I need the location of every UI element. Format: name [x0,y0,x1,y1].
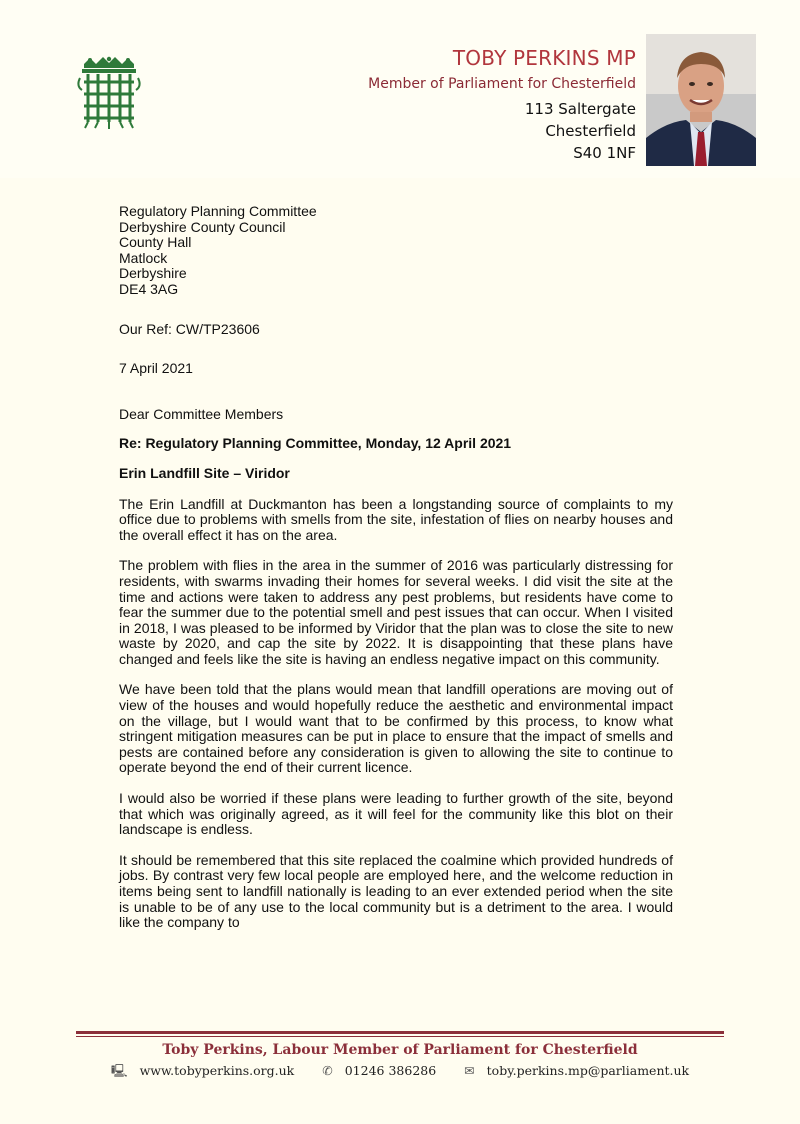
body-paragraph: We have been told that the plans would mean that landfill operations are moving out of view of the houses and would hopefully reduce the aesthetic and environmental impact on the village, but I would want that to be confirmed by this process, to know what stringent mitigation measures can be put in place to ensure that the impact of smells and pests are contained before any consideration is given to allowing the site to continue to operate beyond the end of their current licence. [119,681,673,776]
computer-icon: 🖳 [110,1063,128,1078]
mp-address-line: S40 1NF [573,144,636,162]
mp-details [368,46,636,164]
reference: Our Ref: CW/TP23606 [119,320,260,337]
footer-divider [76,1036,724,1037]
body-paragraph: It should be remembered that this site replaced the coalmine which provided hundreds of jobs. By contrast very few local people are employed here, and the welcome reduction in items being sent to landfill nationally is leading to an ever extended period when the site is unable to be of any use to the local community but is a detriment to the area. I would like the company to [119,851,673,931]
mp-address-line: Chesterfield [545,122,636,140]
body-paragraph: The Erin Landfill at Duckmanton has been a longstanding source of complaints to my office due to problems with smells from the site, infestation of flies on nearby houses and the overall effect it has on the area. [119,495,673,543]
recipient-line: Derbyshire County Council [119,218,286,235]
phone-icon: ✆ [322,1063,333,1078]
re-line: Re: Regulatory Planning Committee, Monday, 12 April 2021 [119,435,512,452]
mp-portrait-photo [646,34,756,166]
mp-address-line: 113 Saltergate [524,100,636,118]
salutation: Dear Committee Members [119,405,284,422]
footer-title: Toby Perkins, Labour Member of Parliament for Chesterfield [162,1042,638,1058]
recipient-address [119,204,673,298]
letter-date: 7 April 2021 [119,360,193,377]
mp-role: Member of Parliament for Chesterfield [368,76,636,92]
footer-divider [76,1031,724,1034]
body-paragraph: I would also be worried if these plans were leading to further growth of the site, beyond that which was originally agreed, as it will feel for the community like this blot on their landscape is endless. [119,790,673,838]
phone-text: 01246 386286 [344,1063,437,1078]
recipient-line: DE4 3AG [119,280,179,297]
email-icon: ✉ [464,1063,475,1078]
recipient-line: County Hall [119,234,192,251]
subject-line: Erin Landfill Site – Viridor [119,464,290,481]
footer-contacts [76,1062,724,1083]
recipient-line: Regulatory Planning Committee [119,203,317,219]
recipient-line: Derbyshire [119,265,187,282]
website-text: www.tobyperkins.org.uk [139,1063,295,1078]
footer-email[interactable] [458,1063,695,1078]
email-text: toby.perkins.mp@parliament.uk [486,1063,690,1078]
footer-website[interactable] [105,1063,300,1078]
recipient-line: Matlock [119,249,168,266]
letter-body [119,204,673,931]
body-paragraph: The problem with flies in the area in the summer of 2016 was particularly distressing for residents, with swarms invading their homes for several weeks. I did visit the site at the time and actions were taken to address any pest problems, but residents have come to fear the summer due to the potential smell and pest issues that can occur. When I visited in 2018, I was pleased to be informed by Viridor that the plan was to close the site to new waste by 2020, and cap the site by 2022. It is disappointing that these plans have changed and feels like the site is having an endless negative impact on this community. [119,557,673,667]
mp-name: TOBY PERKINS MP [452,46,636,70]
footer-phone [316,1063,442,1078]
portcullis-logo [76,56,142,130]
